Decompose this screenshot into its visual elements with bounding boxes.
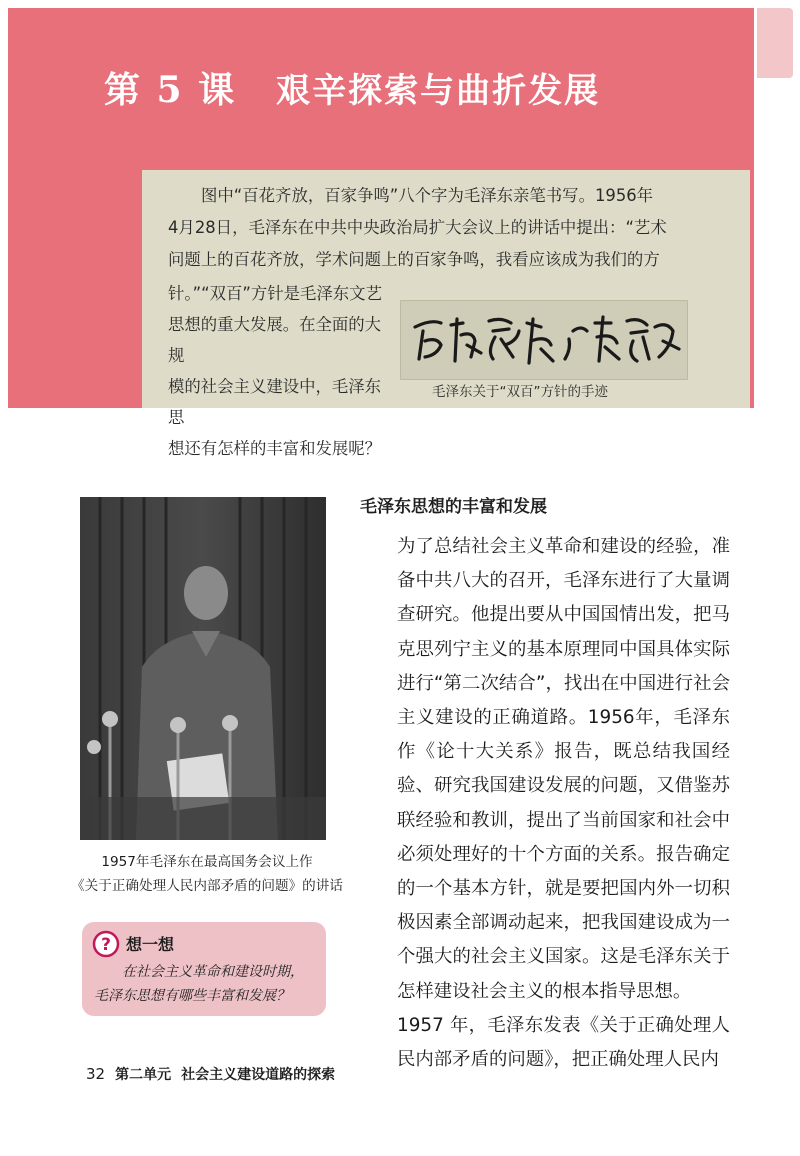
body-text [360,530,730,1077]
page-footer [86,1064,335,1084]
svg-text:?: ? [101,935,111,955]
intro-line: 问题上的百花齐放，学术问题上的百家争鸣，我看应该成为我们的方 [168,250,660,269]
intro-line: 想还有怎样的丰富和发展呢？ [168,439,382,458]
intro-text [168,180,728,276]
unit-title: 社会主义建设道路的探索 [181,1067,336,1083]
intro-text-narrow [168,278,394,464]
intro-line: 思想的重大发展。在全面的大规 [168,315,382,365]
unit-label: 第二单元 [115,1067,172,1083]
calligraphy-strokes [401,301,687,379]
intro-line: 图中“百花齐放，百家争鸣”八个字为毛泽东亲笔书写。1956年 [201,186,654,205]
intro-line: 模的社会主义建设中，毛泽东思 [168,377,382,427]
historical-photo [80,497,326,840]
page-number: 32 [86,1065,106,1083]
photo-caption-line: 1957年毛泽东在最高国务会议上作 [101,854,313,870]
intro-line: 4月28日，毛泽东在中共中央政治局扩大会议上的讲话中提出：“艺术 [168,218,667,237]
think-question-line: 毛泽东思想有哪些丰富和发展？ [94,988,290,1004]
lesson-name: 艰辛探索与曲折发展 [276,71,601,111]
think-box [82,922,326,1016]
calligraphy-image [400,300,688,380]
photo-illustration [80,497,326,840]
calligraphy-caption: 毛泽东关于“双百”方针的手迹 [432,384,608,400]
question-icon [92,930,120,958]
lesson-title [104,62,600,118]
paragraph: 为了总结社会主义革命和建设的经验，准备中共八大的召开，毛泽东进行了大量调查研究。他提出要从中国国情出发，把马克思列宁主义的基本原理同中国具体实际进行“第二次结合”，找出在中国进行社会主义建设的正确道路。1956年，毛泽东作《论十大关系》报告，既总结我国经验、研究我国建设发展的问题，又借鉴苏联经验和教训，提出了当前国家和社会中必须处理好的十个方面的关系。报告确定的一个基本方针，就是要把国内外一切积极因素全部调动起来，把我国建设成为一个强大的社会主义国家。这是毛泽东关于怎样建设社会主义的根本指导思想。 [397,536,730,1002]
photo-caption-line: 《关于正确处理人民内部矛盾的问题》的讲话 [71,878,343,894]
think-question-line: 在社会主义革命和建设时期， [122,964,304,980]
section-title: 毛泽东思想的丰富和发展 [360,497,547,517]
side-tab [757,8,793,78]
photo-caption [62,850,352,898]
think-title: 想一想 [126,935,175,954]
intro-line: 针。”“双百”方针是毛泽东文艺 [168,284,382,303]
lesson-number: 第 5 课 [104,69,237,111]
think-question [94,960,322,1008]
paragraph: 1957 年，毛泽东发表《关于正确处理人民内部矛盾的问题》，把正确处理人民内 [397,1014,730,1071]
intro-box [142,170,750,458]
